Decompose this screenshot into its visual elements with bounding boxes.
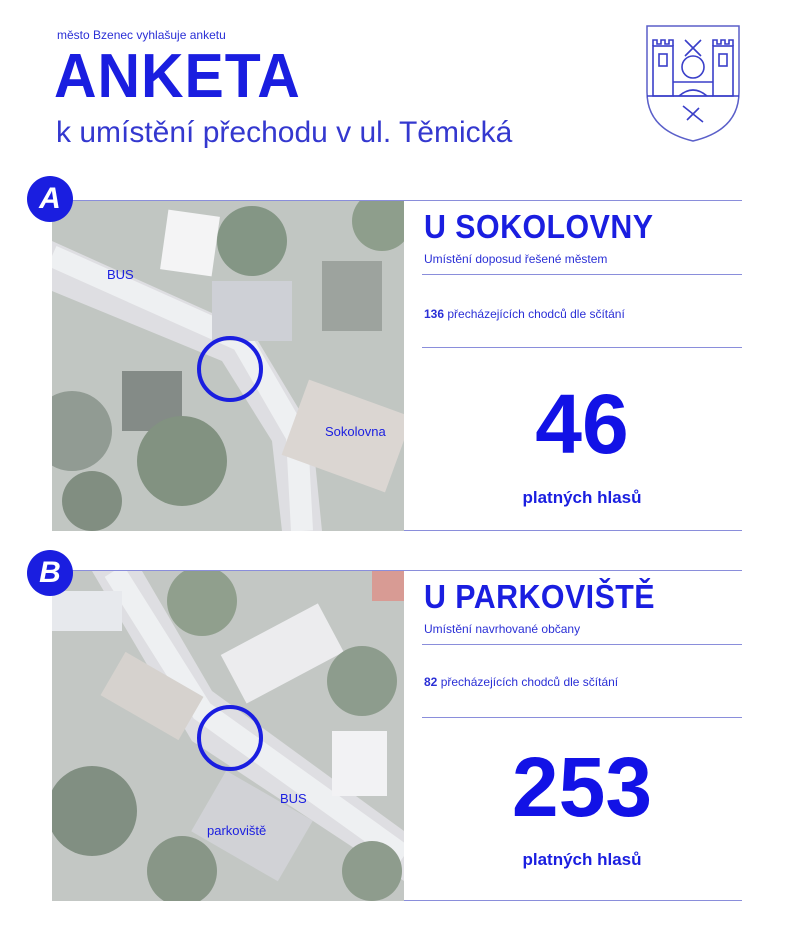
bus-map-label: BUS (280, 791, 307, 806)
option-a-section (0, 170, 794, 535)
page-title: ANKETA (54, 42, 301, 111)
town-crest-icon (643, 22, 743, 144)
option-a-title: U SOKOLOVNY (424, 208, 654, 245)
page-subtitle: k umístění přechodu v ul. Těmická (56, 116, 513, 149)
pedestrian-count: 82 (424, 675, 438, 689)
divider (422, 717, 742, 718)
divider (422, 644, 742, 645)
option-a-pedestrians (424, 307, 625, 321)
pedestrian-label: přecházejících chodců dle sčítání (440, 675, 619, 689)
aerial-map-a (52, 201, 404, 531)
bus-map-label: BUS (107, 267, 134, 282)
option-b-map (52, 571, 404, 901)
place-map-label: parkoviště (207, 823, 267, 838)
option-b-pedestrians (424, 675, 618, 689)
option-b-note: Umístění navrhované občany (424, 622, 581, 636)
aerial-map-b (52, 571, 404, 901)
pedestrian-label: přecházejících chodců dle sčítání (447, 307, 625, 321)
divider (422, 347, 742, 348)
option-a-votes-label: platných hlasů (522, 488, 642, 507)
pedestrian-count: 136 (424, 307, 445, 321)
place-map-label: Sokolovna (325, 424, 386, 439)
option-b-badge: B (27, 550, 73, 596)
option-a-map (52, 201, 404, 531)
divider (422, 274, 742, 275)
option-b-title: U PARKOVIŠTĚ (424, 578, 656, 615)
option-b-votes-label: platných hlasů (522, 850, 642, 869)
option-a-badge: A (27, 176, 73, 222)
option-b-section (0, 540, 794, 910)
option-b-votes: 253 (511, 740, 653, 834)
option-a-note: Umístění doposud řešené městem (424, 252, 608, 266)
intro-text: město Bzenec vyhlašuje anketu (57, 28, 226, 42)
option-a-votes: 46 (535, 377, 629, 471)
